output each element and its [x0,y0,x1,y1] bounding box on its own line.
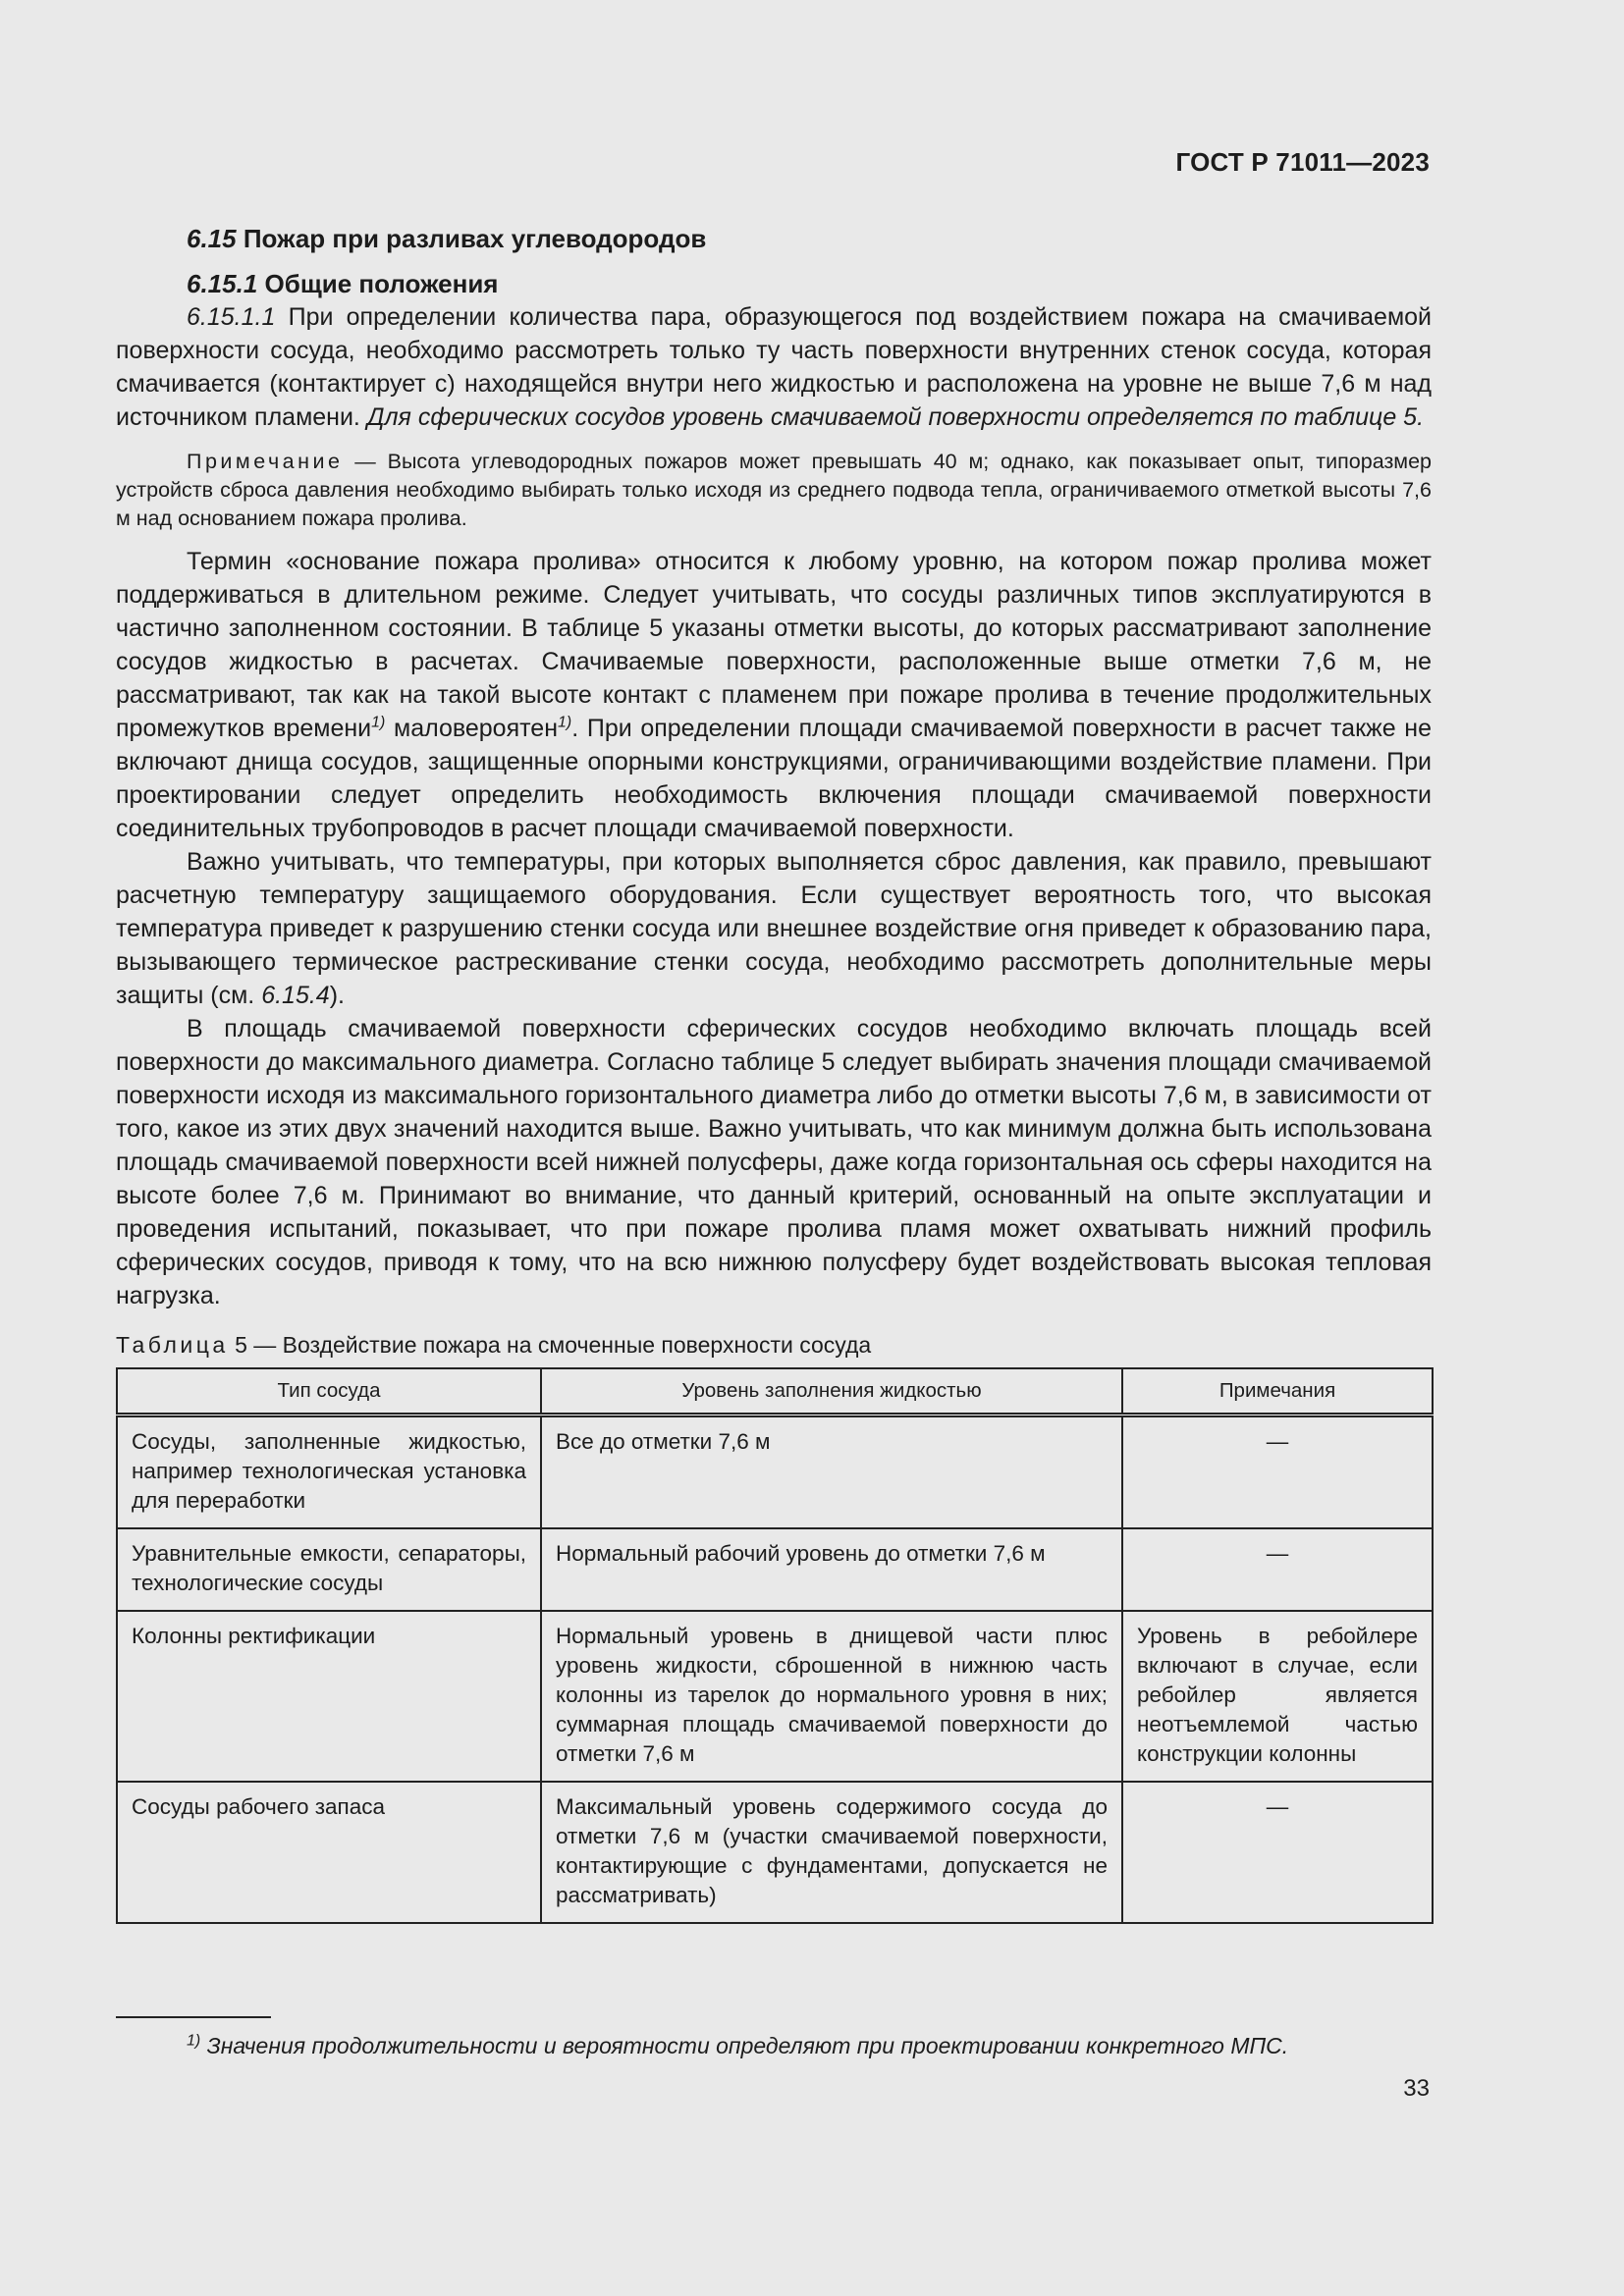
table-cell: — [1122,1415,1433,1529]
header-notes: Примечания [1122,1368,1433,1415]
paragraph-1-italic: Для сферических сосудов уровень смачиваемой поверхности определяется по таблице 5. [366,403,1425,431]
standard-code: ГОСТ Р 71011—2023 [1175,147,1430,177]
note-label: Примечание [187,450,344,473]
paragraph-2-text-a: Термин «основание пожара пролива» относится к любому уровню, на котором пожар пролива может поддерживаться в длительном режиме. Следует учитывать, что сосуды различных типов эксплуатируются в частично заполненном состоянии. В таблице 5 указаны отметки высоты, до которых рассматривают заполнение сосудов жидкостью в расчетах. Смачиваемые поверхности, расположенные выше отметки 7,6 м, не рассматривают, так как на такой высоте контакт с пламенем при пожаре пролива в течение продолжительных промежутков времени [116,548,1432,742]
table-cell: — [1122,1782,1433,1923]
table-row [117,1611,1433,1782]
clause-number: 6.15.1.1 [187,303,276,331]
table-cell: Сосуды рабочего запаса [117,1782,541,1923]
footnote [187,2030,1424,2061]
paragraph-2 [116,545,1432,845]
paragraph-1-text: При определении количества пара, образующегося под воздействием пожара на смачиваемой поверхности сосуда, необходимо рассмотреть только ту часть поверхности внутренних стенок сосуда, которая смачивается (контактирует с) находящейся внутри него жидкостью и расположена на уровне не выше 7,6 м над источником пламени. [116,303,1432,431]
table-cell: Нормальный уровень в днищевой части плюс уровень жидкости, сброшенной в нижнюю часть колонны из тарелок до нормального уровня в них; суммарная площадь смачиваемой поверхности до отметки 7,6 м [541,1611,1122,1782]
paragraph-3 [116,845,1432,1012]
page-number: 33 [1403,2075,1430,2102]
table-header-row [117,1368,1433,1415]
cross-reference: 6.15.4 [261,982,330,1009]
footnote-ref: 1) [558,714,572,731]
paragraph-2-text-c: . При определении площади смачиваемой поверхности в расчет также не включают днища сосудов, защищенные опорными конструкциями, ограничивающими воздействие пламени. При проектировании следует определить необходимость включения площади смачиваемой поверхности соединительных трубопроводов в расчет площади смачиваемой поверхности. [116,715,1432,842]
note-text: — Высота углеводородных пожаров может превышать 40 м; однако, как показывает опыт, типоразмер устройств сброса давления необходимо выбирать только исходя из среднего подвода тепла, ограничиваемого отметкой высоты 7,6 м над основанием пожара пролива. [116,450,1432,530]
paragraph-1 [116,300,1432,434]
section-number: 6.15 [187,224,237,253]
footnote-divider [116,2016,271,2018]
paragraph-3-end: ). [329,982,345,1009]
footnote-mark: 1) [187,2032,201,2050]
table-row [117,1415,1433,1529]
paragraph-3-text: Важно учитывать, что температуры, при которых выполняется сброс давления, как правило, превышают расчетную температуру защищаемого оборудования. Если существует вероятность того, что высокая температура приведет к разрушению стенки сосуда или внешнее воздействие огня приведет к образованию пара, вызывающего термическое растрескивание стенки сосуда, необходимо рассмотреть дополнительные меры защиты (см. [116,848,1432,1009]
header-fill-level: Уровень заполнения жидкостью [541,1368,1122,1415]
footnote-ref: 1) [371,714,386,731]
table-caption-label: Таблица [116,1332,229,1358]
page-content [116,222,1432,1924]
footnote-text: Значения продолжительности и вероятности определяют при проектировании конкретного МПС. [206,2033,1289,2058]
table-cell: Нормальный рабочий уровень до отметки 7,6 м [541,1528,1122,1611]
note [116,448,1432,533]
subsection-title: Общие положения [264,269,499,298]
paragraph-2-text-b: маловероятен [394,715,559,742]
table-row [117,1528,1433,1611]
table-cell: Уровень в ребойлере включают в случае, если ребойлер является неотъемлемой частью конструкции колонны [1122,1611,1433,1782]
table-cell: Все до отметки 7,6 м [541,1415,1122,1529]
section-title: Пожар при разливах углеводородов [243,224,707,253]
table-row [117,1782,1433,1923]
table-caption-text: 5 — Воздействие пожара на смоченные поверхности сосуда [235,1332,872,1358]
table-5 [116,1367,1434,1924]
table-cell: — [1122,1528,1433,1611]
subsection-heading [116,267,1432,300]
section-heading [187,222,1432,255]
paragraph-4: В площадь смачиваемой поверхности сферических сосудов необходимо включать площадь всей поверхности до максимального диаметра. Согласно таблице 5 следует выбирать значения площади смачиваемой поверхности исходя из максимального горизонтального диаметра либо до отметки высоты 7,6 м, в зависимости от того, какое из этих двух значений находится выше. Важно учитывать, что как минимум должна быть использована площадь смачиваемой поверхности всей нижней полусферы, даже когда горизонтальная ось сферы находится на высоте более 7,6 м. Принимают во внимание, что данный критерий, основанный на опыте эксплуатации и проведения испытаний, показывает, что при пожаре пролива пламя может охватывать нижний профиль сферических сосудов, приводя к тому, что на всю нижнюю полусферу будет воздействовать высокая тепловая нагрузка. [116,1015,1432,1309]
table-cell: Максимальный уровень содержимого сосуда до отметки 7,6 м (участки смачиваемой поверхности, контактирующие с фундаментами, допускается не рассматривать) [541,1782,1122,1923]
table-cell: Сосуды, заполненные жидкостью, например технологическая установка для переработки [117,1415,541,1529]
table-caption [116,1330,1432,1360]
table-cell: Уравнительные емкости, сепараторы, технологические сосуды [117,1528,541,1611]
subsection-number: 6.15.1 [187,269,258,298]
header-vessel-type: Тип сосуда [117,1368,541,1415]
table-cell: Колонны ректификации [117,1611,541,1782]
